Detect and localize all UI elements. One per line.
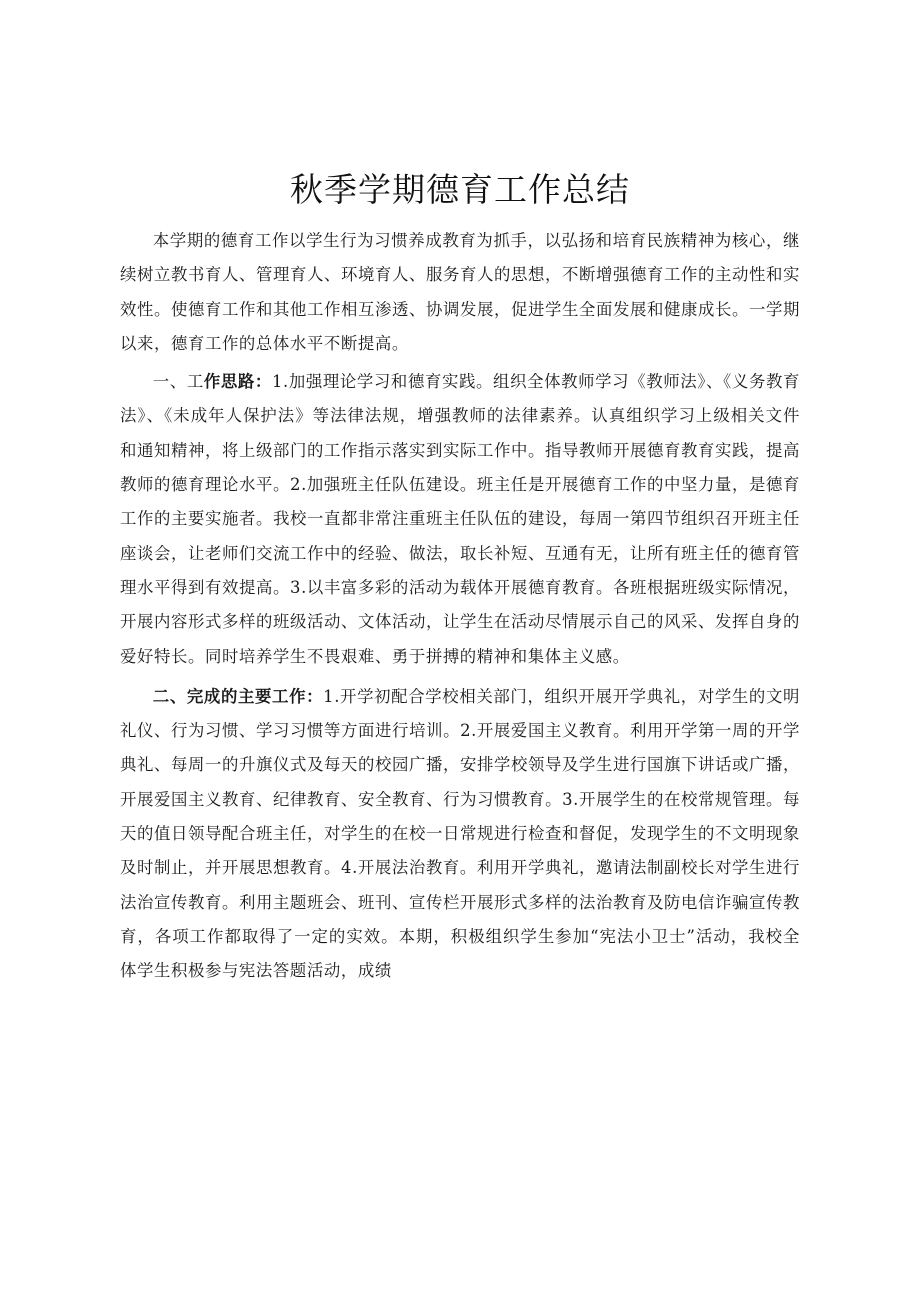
section-2-paragraph bbox=[120, 680, 800, 989]
intro-paragraph: 本学期的德育工作以学生行为习惯养成教育为抓手，以弘扬和培育民族精神为核心，继续树立教书育人、管理育人、环境育人、服务育人的思想，不断增强德育工作的主动性和实效性。使德育工作和其他工作相互渗透、协调发展，促进学生全面发展和健康成长。一学期以来，德育工作的总体水平不断提高。 bbox=[120, 231, 800, 353]
section-2-colon: ： bbox=[306, 686, 324, 706]
section-2-body: 1.开学初配合学校相关部门，组织开展开学典礼，对学生的文明礼仪、行为习惯、学习习惯等方面进行培训。2.开展爱国主义教育。利用开学第一周的开学典礼、每周一的升旗仪式及每天的校园广播，安排学校领导及学生进行国旗下讲话或广播，开展爱国主义教育、纪律教育、安全教育、行为习惯教育。3.开展学生的在校常规管理。每天的值日领导配合班主任，对学生的在校一日常规进行检查和督促，发现学生的不文明现象及时制止，并开展思想教育。4.开展法治教育。利用开学典礼，邀请法制副校长对学生进行法治宣传教育。利用主题班会、班刊、宣传栏开展形式多样的法治教育及防电信诈骗宣传教育，各项工作都取得了一定的实效。本期，积极组织学生参加“宪法小卫士”活动，我校全体学生积极参与宪法答题活动，成绩 bbox=[120, 686, 800, 981]
section-2-heading: 二、完成的主要工作 bbox=[152, 686, 307, 706]
section-1-prefix: 一、工 bbox=[152, 372, 204, 392]
section-1-paragraph bbox=[120, 365, 800, 674]
document-title: 秋季学期德育工作总结 bbox=[290, 170, 630, 209]
section-1-colon: ： bbox=[254, 372, 272, 392]
document-page bbox=[120, 168, 800, 989]
section-1-heading: 作思路 bbox=[203, 372, 255, 392]
section-1-body: 1.加强理论学习和德育实践。组织全体教师学习《教师法》、《义务教育法》、《未成年人保护法》等法律法规，增强教师的法律素养。认真组织学习上级相关文件和通知精神，将上级部门的工作指示落实到实际工作中。指导教师开展德育教育实践，提高教师的德育理论水平。2.加强班主任队伍建设。班主任是开展德育工作的中坚力量，是德育工作的主要实施者。我校一直都非常注重班主任队伍的建设，每周一第四节组织召开班主任座谈会，让老师们交流工作中的经验、做法，取长补短、互通有无，让所有班主任的德育管理水平得到有效提高。3.以丰富多彩的活动为载体开展德育教育。各班根据班级实际情况，开展内容形式多样的班级活动、文体活动，让学生在活动尽情展示自己的风采、发挥自身的爱好特长。同时培养学生不畏艰难、勇于拼搏的精神和集体主义感。 bbox=[120, 372, 800, 666]
